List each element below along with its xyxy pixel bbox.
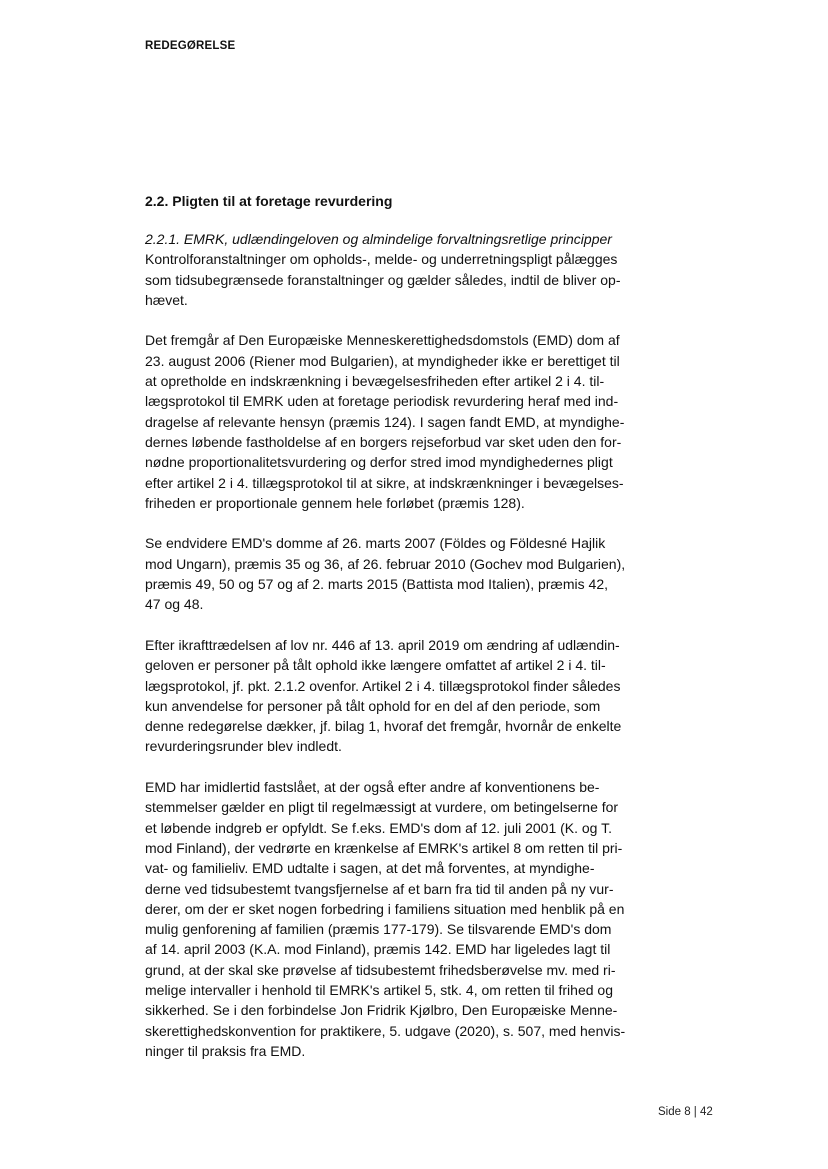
paragraph-line: som tidsubegrænsede foranstaltninger og gælder således, indtil de bliver op- (145, 271, 621, 288)
paragraph-line: mulig genforening af familien (præmis 177-179). Se tilsvarende EMD's dom (145, 921, 612, 938)
paragraph (145, 635, 630, 757)
paragraph-line: lægsprotokol, jf. pkt. 2.1.2 ovenfor. Artikel 2 i 4. tillægsprotokol finder således (145, 677, 621, 694)
paragraph-line: friheden er proportionale gennem hele forløbet (præmis 128). (145, 494, 525, 511)
paragraph-line: grund, at der skal ske prøvelse af tidsubestemt frihedsberøvelse mv. med ri- (145, 961, 616, 978)
paragraph-line: Det fremgår af Den Europæiske Menneskerettighedsdomstols (EMD) dom af (145, 332, 620, 349)
document-header-label: REDEGØRELSE (145, 40, 236, 52)
paragraph-line: Se endvidere EMD's domme af 26. marts 2007 (Földes og Földesné Hajlik (145, 535, 606, 552)
paragraph-line: hævet. (145, 291, 188, 308)
paragraph-line: derer, om der er sket nogen forbedring i familiens situation med henblik på en (145, 900, 625, 917)
section-heading: 2.2. Pligten til at foretage revurdering (145, 193, 393, 209)
paragraph-line: ninger til praksis fra EMD. (145, 1042, 306, 1059)
paragraph-line: sikkerhed. Se i den forbindelse Jon Fridrik Kjølbro, Den Europæiske Menne- (145, 1002, 618, 1019)
paragraph-line: lægsprotokol til EMRK uden at foretage periodisk revurdering heraf med ind- (145, 393, 619, 410)
document-body (145, 192, 630, 1081)
paragraph-line: revurderingsrunder blev indledt. (145, 738, 342, 755)
paragraph (145, 330, 630, 513)
paragraph (145, 777, 630, 1061)
paragraph-line: geloven er personer på tålt ophold ikke længere omfattet af artikel 2 i 4. til- (145, 657, 606, 674)
paragraph-line: melige intervaller i henhold til EMRK's artikel 5, stk. 4, om retten til frihed og (145, 981, 613, 998)
paragraph-line: 23. august 2006 (Riener mod Bulgarien), at myndigheder ikke er berettiget til (145, 352, 620, 369)
paragraph-line: efter artikel 2 i 4. tillægsprotokol til at sikre, at indskrænkninger i bevægelses- (145, 474, 624, 491)
paragraph-line: et løbende indgreb er opfyldt. Se f.eks. EMD's dom af 12. juli 2001 (K. og T. (145, 819, 612, 836)
paragraph-line: derne ved tidsubestemt tvangsfjernelse af et barn fra tid til anden på ny vur- (145, 880, 614, 897)
paragraph-line: denne redegørelse dækker, jf. bilag 1, hvoraf det fremgår, hvornår de enkelte (145, 718, 622, 735)
paragraph-line: Efter ikrafttrædelsen af lov nr. 446 af 13. april 2019 om ændring af udlændin- (145, 636, 620, 653)
paragraph-line: af 14. april 2003 (K.A. mod Finland), præmis 142. EMD har ligeledes lagt til (145, 941, 611, 958)
paragraph-line: dernes løbende fastholdelse af en borgers rejseforbud var sket uden den for- (145, 433, 622, 450)
paragraph-line: EMD har imidlertid fastslået, at der også efter andre af konventionens be- (145, 779, 600, 796)
paragraph-line: mod Finland), der vedrørte en krænkelse af EMRK's artikel 8 om retten til pri- (145, 839, 623, 856)
paragraph-line: mod Ungarn), præmis 35 og 36, af 26. februar 2010 (Gochev mod Bulgarien), (145, 555, 626, 572)
subsection-heading: 2.2.1. EMRK, udlændingeloven og almindelige forvaltningsretlige principper (145, 231, 612, 247)
paragraphs-container (145, 249, 630, 1061)
paragraph-line: at opretholde en indskrænkning i bevægelsesfriheden efter artikel 2 i 4. til- (145, 373, 605, 390)
paragraph-line: Kontrolforanstaltninger om opholds-, melde- og underretningspligt pålægges (145, 251, 618, 268)
paragraph-line: vat- og familieliv. EMD udtalte i sagen, at det må forventes, at myndighe- (145, 860, 595, 877)
paragraph (145, 249, 630, 310)
paragraph-line: dragelse af relevante hensyn (præmis 124). I sagen fandt EMD, at myndighe- (145, 413, 625, 430)
paragraph-line: 47 og 48. (145, 596, 204, 613)
paragraph-line: nødne proportionalitetsvurdering og derfor stred imod myndighedernes pligt (145, 454, 613, 471)
paragraph-line: kun anvendelse for personer på tålt ophold for en del af den periode, som (145, 697, 601, 714)
paragraph-line: stemmelser gælder en pligt til regelmæssigt at vurdere, om betingelserne for (145, 799, 619, 816)
paragraph (145, 533, 630, 614)
paragraph-line: skerettighedskonvention for praktikere, 5. udgave (2020), s. 507, med henvis- (145, 1022, 626, 1039)
page-number: Side 8 | 42 (658, 1106, 713, 1118)
paragraph-line: præmis 49, 50 og 57 og af 2. marts 2015 (Battista mod Italien), præmis 42, (145, 576, 608, 593)
